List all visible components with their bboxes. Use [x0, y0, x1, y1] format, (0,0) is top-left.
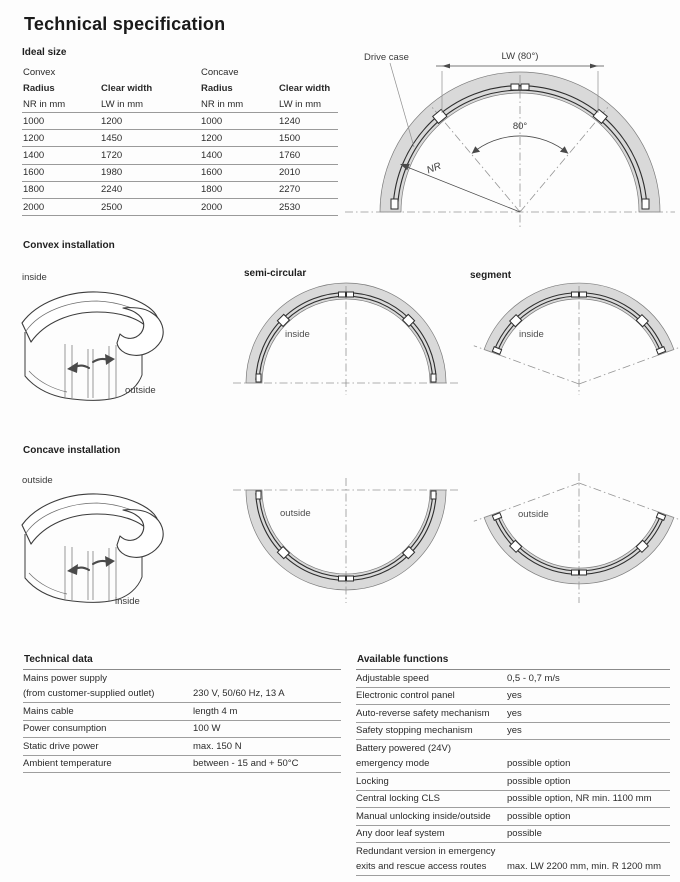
group-convex: Convex: [23, 66, 56, 78]
col-header: Radius: [201, 82, 233, 94]
row-value: possible: [507, 828, 542, 839]
cell-convex-radius: 1800: [23, 184, 45, 196]
row-value: yes: [507, 690, 522, 701]
ideal-size-diagram: [340, 35, 680, 235]
col-header: Radius: [23, 82, 55, 94]
radius-line: [400, 164, 520, 212]
row-label: Manual unlocking inside/outside: [356, 810, 491, 822]
table-row: [23, 756, 341, 774]
table-row: [356, 843, 670, 876]
row-value: 230 V, 50/60 Hz, 13 A: [193, 688, 285, 699]
row-label: Battery powered (24V): [356, 742, 452, 754]
concave-inside-label: inside: [115, 596, 140, 607]
row-label: Auto-reverse safety mechanism: [356, 707, 490, 719]
row-value: yes: [507, 725, 522, 736]
cell-concave-clear-width: 1760: [279, 149, 301, 161]
row-label: Adjustable speed: [356, 672, 429, 684]
col-subheader: LW in mm: [279, 98, 322, 110]
group-concave: Concave: [201, 66, 239, 78]
concave-3d-diagram: [15, 470, 170, 605]
concave-segment-outside-label: outside: [518, 509, 549, 520]
row-label-line2: emergency mode: [356, 758, 430, 769]
table-row: [356, 791, 670, 809]
table-row: [22, 147, 338, 164]
cell-convex-clear-width: 2500: [101, 201, 123, 213]
row-value: possible option: [507, 758, 571, 769]
segment-heading: segment: [470, 270, 512, 281]
table-row: [356, 740, 670, 773]
table-row: [356, 688, 670, 706]
page-title: Technical specification: [24, 14, 226, 34]
cell-concave-radius: 1800: [201, 184, 223, 196]
ideal-size-group-row: [22, 64, 338, 80]
cell-convex-radius: 2000: [23, 201, 45, 213]
row-value: 0,5 - 0,7 m/s: [507, 672, 560, 684]
semi-circular-heading: semi-circular: [244, 268, 307, 279]
table-row: [356, 808, 670, 826]
cell-concave-clear-width: 2530: [279, 201, 301, 213]
cell-convex-clear-width: 1200: [101, 115, 123, 127]
convex-outside-label: outside: [125, 385, 156, 396]
cell-convex-radius: 1000: [23, 115, 45, 127]
convex-inside-label: inside: [22, 272, 47, 283]
col-header: Clear width: [101, 82, 153, 94]
cell-concave-radius: 1600: [201, 167, 223, 179]
ideal-size-header-row: [22, 80, 338, 96]
table-row: [356, 773, 670, 791]
cell-concave-radius: 2000: [201, 201, 223, 213]
col-header: Clear width: [279, 82, 331, 94]
row-label: Power consumption: [23, 723, 107, 734]
table-row: [23, 738, 341, 756]
row-label: Static drive power: [23, 740, 99, 752]
table-row: [356, 723, 670, 741]
col-subheader: NR in mm: [23, 98, 66, 110]
table-row: [23, 721, 341, 739]
row-value: yes: [507, 707, 522, 719]
ideal-size-heading: Ideal size: [22, 47, 67, 58]
lw-dimension-label: LW (80°): [501, 51, 539, 62]
row-value: max. LW 2200 mm, min. R 1200 mm: [507, 861, 661, 872]
cell-concave-clear-width: 1500: [279, 132, 301, 144]
table-row: [22, 165, 338, 182]
concave-semi-outside-label: outside: [280, 508, 311, 519]
row-value: max. 150 N: [193, 740, 242, 752]
cell-convex-clear-width: 1720: [101, 149, 123, 161]
available-functions-rows: [356, 670, 670, 876]
cell-concave-clear-width: 1240: [279, 115, 301, 127]
cell-concave-clear-width: 2270: [279, 184, 301, 196]
ideal-size-table: [22, 64, 338, 216]
table-row: [22, 130, 338, 147]
row-label: Locking: [356, 775, 389, 787]
convex-semi-circular-diagram: [233, 258, 459, 398]
row-value: 100 W: [193, 723, 221, 734]
table-row: [23, 703, 341, 721]
table-row: [356, 705, 670, 723]
cell-convex-clear-width: 1980: [101, 167, 123, 179]
row-label: Mains power supply: [23, 672, 107, 684]
cell-convex-radius: 1400: [23, 149, 45, 161]
cell-concave-clear-width: 2010: [279, 167, 301, 179]
convex-segment-diagram: [468, 258, 680, 398]
cell-convex-clear-width: 2240: [101, 184, 123, 196]
cell-convex-clear-width: 1450: [101, 132, 123, 144]
row-value: length 4 m: [193, 705, 238, 717]
angle-label: 80°: [512, 121, 528, 132]
row-value: possible option: [507, 775, 571, 787]
row-label-line2: (from customer-supplied outlet): [23, 688, 155, 699]
cell-convex-radius: 1200: [23, 132, 45, 144]
available-functions-heading: Available functions: [356, 652, 670, 670]
table-row: [356, 670, 670, 688]
technical-data-table: [23, 652, 341, 773]
technical-data-heading: Technical data: [23, 652, 341, 670]
row-label: Mains cable: [23, 705, 74, 717]
convex-heading: Convex installation: [23, 240, 115, 251]
concave-segment-diagram: [468, 468, 680, 608]
row-label: Central locking CLS: [356, 793, 440, 804]
table-row: [356, 826, 670, 844]
cell-concave-radius: 1000: [201, 115, 223, 127]
cell-concave-radius: 1400: [201, 149, 223, 161]
row-label: Any door leaf system: [356, 828, 445, 839]
row-label-line2: exits and rescue access routes: [356, 861, 487, 872]
drive-case-label: Drive case: [364, 52, 409, 63]
row-value: possible option: [507, 810, 571, 822]
technical-data-rows: [23, 670, 341, 773]
row-value: possible option, NR min. 1100 mm: [507, 793, 652, 804]
concave-semi-circular-diagram: [233, 468, 459, 608]
row-value: between - 15 and + 50°C: [193, 758, 299, 769]
cell-concave-radius: 1200: [201, 132, 223, 144]
concave-outside-label: outside: [22, 475, 53, 486]
row-label: Electronic control panel: [356, 690, 455, 701]
table-row: [22, 199, 338, 216]
drive-case-leader: [390, 63, 414, 147]
ideal-size-body: [22, 113, 338, 216]
row-label: Ambient temperature: [23, 758, 112, 769]
col-subheader: NR in mm: [201, 98, 244, 110]
col-subheader: LW in mm: [101, 98, 144, 110]
convex-segment-inside-label: inside: [519, 329, 544, 340]
convex-3d-diagram: [15, 268, 170, 403]
available-functions-table: [356, 652, 670, 876]
concave-heading: Concave installation: [23, 445, 121, 456]
row-label: Safety stopping mechanism: [356, 725, 473, 736]
table-row: [23, 670, 341, 703]
table-row: [22, 113, 338, 130]
table-row: [22, 182, 338, 199]
ideal-size-subheader-row: [22, 96, 338, 113]
row-label: Redundant version in emergency: [356, 845, 496, 857]
convex-semi-inside-label: inside: [285, 329, 310, 340]
cell-convex-radius: 1600: [23, 167, 45, 179]
radius-label: NR: [425, 160, 443, 177]
